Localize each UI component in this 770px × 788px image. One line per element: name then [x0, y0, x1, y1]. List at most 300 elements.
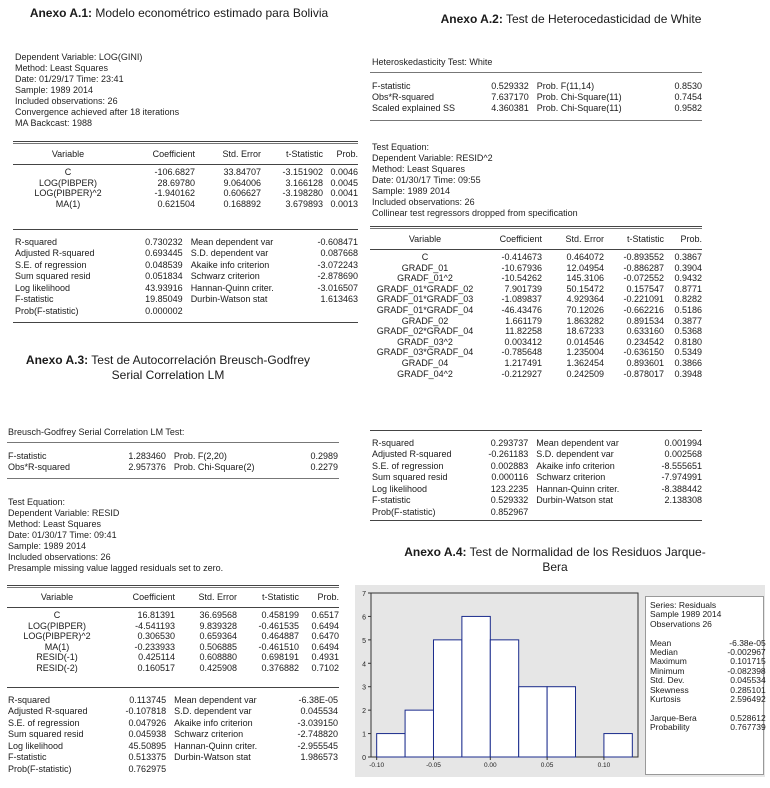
stats-label: Jarque-Bera	[650, 712, 697, 723]
table-cell: Prob. F(11,14)	[536, 81, 595, 92]
x-tick-label: 0.00	[483, 762, 497, 769]
table-cell: 3.679893	[285, 198, 323, 209]
table-cell: Sum squared resid	[372, 472, 448, 483]
table-cell: 19.85049	[145, 294, 183, 305]
a2-rule-test	[370, 120, 702, 121]
table-cell: Sum squared resid	[15, 271, 91, 282]
table-cell: -3.039150	[297, 717, 338, 728]
table-row	[15, 282, 358, 294]
table-cell: 4.360381	[491, 103, 529, 114]
stats-value	[721, 601, 765, 610]
caption-a2-text: Test de Heterocedasticidad de White	[502, 12, 702, 26]
y-tick-label: 3	[362, 684, 366, 692]
table-cell: -0.886287	[623, 262, 664, 273]
histogram-bar	[377, 734, 405, 757]
x-tick-label: 0.10	[597, 762, 611, 769]
header-line: Method: Least Squares	[8, 519, 102, 529]
header-line: Included observations: 26	[15, 96, 118, 106]
table-cell: 0.730232	[145, 236, 183, 247]
table-cell: 43.93916	[145, 282, 183, 293]
y-tick-label: 6	[362, 614, 366, 622]
table-cell: S.E. of regression	[372, 460, 444, 471]
table-cell: 0.045534	[300, 706, 338, 717]
table-cell: 0.003412	[504, 336, 542, 347]
caption-a2	[376, 12, 766, 27]
table-row	[370, 326, 702, 337]
caption-a4	[400, 545, 710, 575]
stats-label: Maximum	[650, 656, 687, 667]
table-cell: 0.051834	[145, 271, 183, 282]
table-row	[15, 271, 358, 283]
a3-rule-title	[7, 442, 339, 443]
table-cell: 0.425908	[199, 662, 237, 673]
table-cell: 7.637170	[491, 92, 529, 103]
table-cell: Scaled explained SS	[372, 103, 456, 114]
table-cell: Hannan-Quinn criter.	[174, 740, 258, 751]
column-header: Std. Error	[198, 592, 237, 602]
table-cell: C	[53, 610, 61, 620]
a1-stats-table	[15, 236, 358, 317]
table-cell: 0.0041	[330, 188, 358, 199]
table-cell: -0.221091	[623, 294, 664, 305]
table-cell: GRADF_01	[401, 262, 449, 273]
table-cell: 0.001994	[664, 437, 702, 448]
table-cell: 0.891534	[626, 315, 664, 326]
table-cell: R-squared	[8, 694, 51, 705]
column-header: Coefficient	[132, 592, 175, 602]
table-cell: 0.0045	[330, 177, 358, 188]
a3-test-table	[8, 451, 338, 473]
table-cell: Hannan-Quinn criter.	[190, 282, 274, 293]
table-cell: Akaike info criterion	[536, 460, 615, 471]
table-cell: -3.151902	[282, 167, 323, 177]
stats-label: Series: Residuals	[650, 600, 717, 610]
a2-rule-mid	[370, 249, 702, 250]
table-cell: -0.261183	[488, 449, 529, 460]
table-cell: -8.388442	[661, 483, 702, 494]
histogram-bar	[490, 640, 518, 757]
table-cell: Obs*R-squared	[372, 92, 435, 103]
table-cell: 36.69568	[199, 610, 237, 620]
y-tick-label: 0	[362, 755, 366, 762]
stats-value: -0.082398	[727, 665, 766, 676]
table-cell: 0.9582	[674, 103, 702, 114]
table-cell: 50.15472	[566, 283, 604, 294]
table-cell: -4.541193	[135, 620, 175, 631]
table-cell: 0.8771	[674, 283, 702, 294]
header-line: Sample: 1989 2014	[8, 541, 87, 551]
table-cell: 0.113745	[129, 694, 167, 705]
header-line: Method: Least Squares	[372, 164, 466, 174]
stats-value: 0.045534	[730, 675, 766, 686]
a3-rule-mid	[7, 607, 339, 608]
y-tick-label: 7	[362, 591, 366, 598]
table-cell: 0.047926	[128, 717, 167, 728]
table-cell: -0.461535	[258, 620, 299, 631]
table-cell: Mean dependent var	[536, 437, 619, 448]
caption-a3-label: Anexo A.3:	[25, 353, 89, 367]
table-cell: -10.67936	[501, 262, 542, 273]
table-cell: -2.748820	[297, 729, 338, 740]
table-cell: 2.138308	[664, 495, 702, 506]
table-cell: S.E. of regression	[8, 717, 80, 728]
table-cell: 0.000116	[491, 472, 529, 483]
table-cell: 0.621504	[157, 198, 195, 209]
table-cell	[287, 764, 338, 776]
table-cell: Prob. Chi-Square(2)	[173, 462, 255, 473]
table-cell: 1.613463	[320, 294, 358, 305]
table-cell: -10.54262	[501, 273, 542, 284]
a2-rule-mid2	[370, 430, 702, 431]
table-cell: 1.362454	[566, 357, 604, 368]
histogram-bar	[604, 734, 632, 757]
table-cell: 0.893601	[626, 357, 664, 368]
table-cell: 9.839328	[199, 620, 237, 631]
table-row	[372, 92, 702, 103]
table-cell: -0.414673	[501, 252, 542, 262]
table-cell: 0.7454	[674, 92, 702, 103]
table-cell	[308, 306, 358, 318]
stats-label: Skewness	[650, 684, 689, 695]
column-header: Prob.	[680, 234, 702, 244]
table-cell: 11.82258	[505, 326, 542, 337]
a1-rule-mid2	[13, 229, 358, 230]
y-tick-label: 5	[362, 637, 366, 645]
histogram-bar	[433, 640, 461, 757]
table-cell: -1.089837	[501, 294, 542, 305]
x-tick-label: -0.10	[369, 762, 385, 769]
table-row	[372, 483, 702, 495]
header-line: Method: Least Squares	[15, 63, 109, 73]
table-cell: GRADF_01*GRADF_04	[376, 304, 474, 315]
stats-value: 0.528612	[730, 712, 766, 723]
stats-value: 0.101715	[730, 656, 766, 667]
caption-a4-text: Test de Normalidad de los Residuos Jarque-Bera	[466, 545, 706, 574]
a2-rule-title	[370, 72, 702, 73]
table-row	[8, 451, 338, 462]
a3-rule-top	[7, 585, 339, 586]
table-cell: 0.6494	[311, 620, 339, 631]
table-cell: Log likelihood	[8, 740, 64, 751]
column-header: t-Statistic	[261, 592, 299, 602]
table-row	[370, 305, 702, 316]
table-row	[15, 248, 358, 260]
y-tick-label: 1	[362, 731, 366, 739]
table-cell: 0.762975	[128, 764, 167, 775]
a1-rule-mid	[13, 164, 358, 165]
table-cell: 1.217491	[504, 357, 542, 368]
stats-label: Probability	[650, 722, 690, 733]
table-cell: Prob. F(2,20)	[173, 451, 227, 462]
histogram-bar	[519, 687, 547, 757]
table-row	[370, 316, 702, 327]
table-cell: 0.3866	[674, 357, 702, 368]
table-cell: -0.233933	[134, 641, 175, 652]
a2-header	[372, 142, 578, 219]
header-line: Test Equation:	[372, 142, 430, 152]
table-cell	[166, 764, 287, 776]
caption-a1-text: Modelo econométrico estimado para Bolivia	[92, 6, 329, 20]
header-line: Test Equation:	[8, 497, 66, 507]
header-line: Sample: 1989 2014	[15, 85, 94, 95]
stats-label: Mean	[650, 637, 672, 648]
table-row	[370, 263, 702, 274]
y-tick-label: 4	[362, 661, 366, 669]
table-row	[370, 347, 702, 358]
table-cell: R-squared	[15, 236, 58, 247]
table-cell: F-statistic	[372, 81, 411, 92]
table-cell: 0.002568	[664, 449, 702, 460]
table-cell: 0.3867	[674, 252, 702, 262]
table-cell: F-statistic	[8, 451, 47, 462]
table-cell: 1.235004	[566, 347, 604, 358]
column-header: Coefficient	[152, 149, 195, 159]
table-cell: 0.529332	[490, 495, 529, 506]
table-cell: Mean dependent var	[190, 236, 274, 247]
table-cell: 0.5186	[674, 304, 702, 315]
table-cell: LOG(PIBPER)^2	[34, 188, 102, 199]
table-cell: GRADF_01*GRADF_03	[376, 294, 474, 305]
header-line: Included observations: 26	[372, 197, 475, 207]
a2-rule-top	[370, 226, 702, 227]
y-tick-label: 2	[362, 708, 366, 716]
a3-header	[8, 497, 223, 574]
table-cell: 0.045938	[128, 729, 167, 740]
table-cell: -6.38E-05	[298, 694, 338, 705]
table-cell: GRADF_03^2	[397, 336, 453, 347]
table-cell: 0.8180	[674, 336, 702, 347]
table-cell: 45.50895	[128, 740, 167, 751]
table-cell: -1.940162	[154, 188, 195, 199]
table-cell: 0.693445	[145, 248, 183, 259]
column-header: Coefficient	[499, 234, 542, 244]
residual-stats-table	[650, 601, 766, 733]
table-cell: S.D. dependent var	[174, 706, 252, 717]
table-cell: Adjusted R-squared	[372, 449, 452, 460]
table-cell: -3.072243	[317, 259, 358, 270]
table-row	[370, 284, 702, 295]
stats-line	[650, 723, 766, 732]
table-cell: Adjusted R-squared	[15, 248, 95, 259]
stats-label: Minimum	[650, 665, 685, 676]
table-cell: 0.458199	[261, 610, 299, 620]
table-cell: LOG(PIBPER)	[27, 620, 86, 631]
table-cell: -3.198280	[282, 188, 323, 199]
table-cell: GRADF_01*GRADF_02	[376, 283, 474, 294]
table-row	[370, 273, 702, 284]
table-cell: 0.4931	[311, 652, 339, 663]
stats-label: Median	[650, 647, 678, 658]
table-row	[13, 199, 358, 210]
table-row	[7, 621, 339, 632]
table-row	[15, 306, 358, 318]
header-line: Dependent Variable: RESID	[8, 508, 120, 518]
table-cell: MA(1)	[44, 641, 70, 652]
table-row	[8, 729, 338, 741]
table-cell: -106.6827	[154, 167, 195, 177]
a2-rule-top2	[370, 228, 702, 229]
table-cell: Akaike info criterion	[174, 717, 253, 728]
table-cell: 12.04954	[566, 262, 604, 273]
table-cell: 7.901739	[504, 283, 542, 294]
stats-value: 0.767739	[730, 722, 766, 733]
table-row	[8, 462, 338, 473]
table-cell: MA(1)	[55, 198, 81, 209]
table-cell: 0.513375	[128, 752, 167, 763]
column-header: Prob.	[336, 149, 358, 159]
table-cell: Adjusted R-squared	[8, 706, 88, 717]
table-cell: Sum squared resid	[8, 729, 84, 740]
table-cell: 0.293737	[490, 437, 529, 448]
table-cell: 0.000002	[145, 306, 183, 317]
table-cell: 2.957376	[128, 462, 166, 473]
table-cell: F-statistic	[15, 294, 54, 305]
a1-coef-table	[13, 149, 358, 209]
stats-label: Kurtosis	[650, 694, 681, 705]
table-cell: 0.0013	[330, 198, 358, 209]
table-cell: C	[64, 167, 72, 177]
table-cell: 1.986573	[300, 752, 338, 763]
column-header: Variable	[40, 592, 74, 602]
table-cell: -0.785648	[501, 347, 542, 358]
table-cell: 0.608880	[199, 652, 237, 663]
table-cell: -8.555651	[661, 460, 702, 471]
a3-stats-table	[8, 694, 338, 775]
table-cell: F-statistic	[8, 752, 47, 763]
table-cell: Schwarz criterion	[190, 271, 260, 282]
table-row	[7, 610, 339, 621]
table-cell: F-statistic	[372, 495, 411, 506]
table-cell: 0.002883	[490, 460, 529, 471]
table-cell: 0.8282	[674, 294, 702, 305]
histogram-bar	[405, 710, 433, 757]
table-cell: -2.955545	[297, 740, 338, 751]
table-row	[13, 188, 358, 199]
x-tick-label: 0.05	[540, 762, 554, 769]
header-line: Date: 01/30/17 Time: 09:55	[372, 175, 481, 185]
table-cell: 0.606627	[223, 188, 261, 199]
table-row	[372, 449, 702, 461]
histogram-bar	[547, 687, 575, 757]
table-cell: 145.3106	[566, 273, 604, 284]
table-cell: 0.7102	[311, 662, 339, 673]
table-row	[370, 358, 702, 369]
table-cell: GRADF_02*GRADF_04	[376, 326, 474, 337]
x-tick-label: -0.05	[426, 762, 441, 769]
table-cell: 0.633160	[626, 326, 664, 337]
table-row	[372, 507, 702, 519]
table-cell: Durbin-Watson stat	[174, 752, 251, 763]
table-cell: Akaike info criterion	[190, 259, 270, 270]
table-cell	[651, 507, 702, 519]
table-cell: 0.6517	[311, 610, 339, 620]
table-cell: S.D. dependent var	[190, 248, 269, 259]
stats-value	[721, 610, 765, 619]
table-row	[370, 294, 702, 305]
caption-a3	[20, 353, 316, 383]
table-cell: -2.878690	[317, 271, 358, 282]
a2-title: Heteroskedasticity Test: White	[372, 57, 493, 67]
table-cell	[183, 306, 308, 318]
table-cell: 0.157547	[626, 283, 664, 294]
a3-rule-top2	[7, 587, 339, 588]
header-line: Presample missing value lagged residuals set to zero.	[8, 563, 224, 573]
table-cell: 70.12026	[566, 304, 604, 315]
column-header: Prob.	[317, 592, 339, 602]
table-cell: GRADF_04^2	[397, 368, 453, 379]
table-cell: Mean dependent var	[174, 694, 257, 705]
table-cell: 1.283460	[128, 451, 166, 462]
table-cell: -0.107818	[125, 706, 167, 717]
stats-value	[721, 620, 765, 629]
table-cell: 0.168892	[223, 198, 261, 209]
caption-a4-label: Anexo A.4:	[404, 545, 467, 559]
table-cell: Schwarz criterion	[174, 729, 244, 740]
stats-line	[650, 695, 766, 704]
table-row	[370, 252, 702, 263]
table-row	[13, 178, 358, 189]
table-cell: RESID(-2)	[36, 662, 78, 673]
table-cell: 0.8530	[674, 81, 702, 92]
table-cell: -3.016507	[317, 282, 358, 293]
table-cell: C	[421, 252, 429, 262]
header-line: Dependent Variable: LOG(GINI)	[15, 52, 143, 62]
table-row	[372, 437, 702, 449]
table-cell: Prob(F-statistic)	[372, 507, 436, 518]
table-cell: -7.974991	[661, 472, 702, 483]
table-cell: Hannan-Quinn criter.	[536, 483, 620, 494]
table-cell: GRADF_04	[401, 357, 449, 368]
table-cell: 0.5368	[674, 326, 702, 337]
stats-value: 2.596492	[730, 694, 766, 705]
table-cell: 28.69780	[157, 177, 195, 188]
table-cell: RESID(-1)	[36, 652, 78, 663]
a1-rule-top2	[13, 143, 358, 144]
table-cell: -0.878017	[623, 368, 664, 379]
table-row	[8, 706, 338, 718]
table-cell: 18.67233	[566, 326, 604, 337]
table-row	[372, 81, 702, 92]
table-cell: 0.048539	[145, 259, 183, 270]
table-cell: -46.43476	[501, 304, 542, 315]
table-cell: 0.6494	[311, 641, 339, 652]
a2-stats-table	[372, 437, 702, 518]
table-cell: 4.929364	[566, 294, 604, 305]
caption-a2-label: Anexo A.2:	[440, 12, 503, 26]
table-cell: S.E. of regression	[15, 259, 87, 270]
column-header: t-Statistic	[626, 234, 664, 244]
table-cell: 0.506885	[199, 641, 237, 652]
table-cell: GRADF_01^2	[397, 273, 453, 284]
header-line: Date: 01/30/17 Time: 09:41	[8, 530, 117, 540]
a2-rule-bottom	[370, 520, 702, 521]
caption-a1-label: Anexo A.1:	[29, 6, 93, 20]
stats-value: 0.285101	[730, 684, 766, 695]
table-cell: 0.014546	[566, 336, 604, 347]
a3-rule-mid2	[7, 687, 339, 688]
a2-coef-table	[370, 234, 702, 379]
table-cell: -0.608471	[317, 236, 358, 247]
table-cell: -0.212927	[501, 368, 542, 379]
table-cell: -0.072552	[623, 273, 664, 284]
histogram-bar	[462, 616, 490, 757]
a3-rule-test	[7, 478, 339, 479]
header-line: Convergence achieved after 18 iterations	[15, 107, 180, 117]
table-row	[15, 294, 358, 306]
table-row	[7, 663, 339, 674]
column-header: t-Statistic	[285, 149, 323, 159]
table-cell: Prob. Chi-Square(11)	[536, 92, 622, 103]
